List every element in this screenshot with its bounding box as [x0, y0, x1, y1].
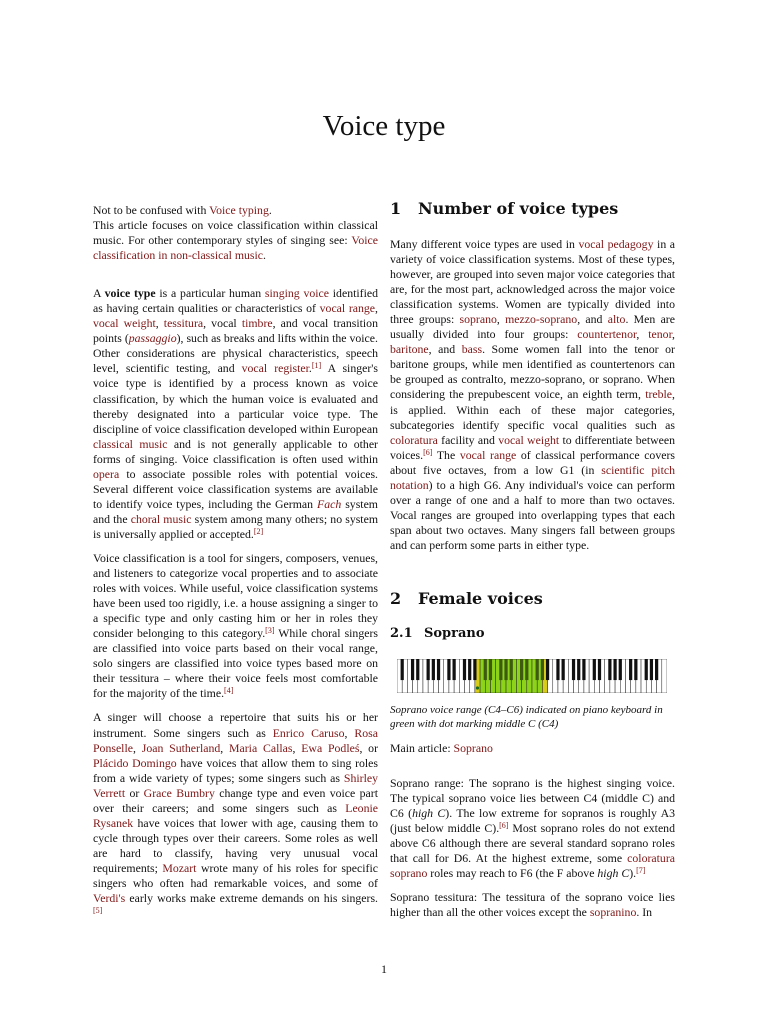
hatnote-text: This article focuses on voice classification within classical music. For other contemporary styles of singing see: [93, 218, 378, 248]
link-tessitura[interactable]: tessitura [163, 316, 204, 331]
black-key [416, 659, 419, 680]
link-vocal-weight[interactable]: vocal weight [93, 316, 156, 331]
black-key [427, 659, 430, 680]
section-heading-female-voices [390, 589, 675, 609]
link-mozart[interactable]: Mozart [162, 860, 197, 875]
link-vocal-register[interactable]: vocal register [241, 361, 309, 376]
text: have voices that lower with age, causing them to cycle through types over their careers. Some roles as well are hard to classify, having very unusual vocal requirements; [93, 815, 378, 875]
link-timbre[interactable]: timbre [241, 316, 273, 331]
black-key [484, 659, 487, 680]
black-key [613, 659, 616, 680]
link-vocal-pedagogy[interactable]: vocal pedagogy [578, 237, 654, 251]
black-key [489, 659, 492, 680]
classification-paragraph [93, 551, 378, 701]
citation-3[interactable]: [3] [265, 626, 275, 636]
right-column [390, 199, 675, 929]
section-title: Female voices [418, 588, 543, 608]
soprano-tessitura-paragraph [390, 890, 675, 920]
main-article-note [390, 741, 675, 756]
link-voice-typing[interactable]: Voice typing [209, 203, 269, 217]
black-key [598, 659, 601, 680]
black-key [536, 659, 539, 680]
text: to associate possible roles with potential voices. Several different voice classification systems are available to identify voice types, including the German [93, 466, 378, 511]
voice-types-paragraph [390, 237, 675, 553]
black-key [593, 659, 596, 680]
citation-6[interactable]: [6] [423, 447, 433, 457]
link-grace-bumbry[interactable]: Grace Bumbry [143, 785, 215, 800]
text: is a particular human [155, 286, 265, 301]
hatnote-text: Not to be confused with [93, 203, 210, 217]
text: have voices that allow them to sing roles from a wide variety of types; some singers such as [93, 755, 379, 785]
black-key [504, 659, 507, 680]
text: system and the [93, 496, 378, 526]
link-coloratura[interactable]: coloratura [390, 432, 438, 447]
text: , [375, 301, 378, 316]
black-key [655, 659, 658, 680]
text: and is not generally applicable to other forms of singing. Voice classification is often used within [93, 436, 378, 466]
text: Most soprano roles do not extend above C6 although there are several standard soprano roles that call for D6. At the highest extreme, some [390, 821, 675, 866]
black-key [447, 659, 450, 680]
text: of classical performance covers about five octaves, from a low G1 (in [390, 447, 675, 477]
link-countertenor[interactable]: countertenor [577, 327, 637, 342]
black-key [432, 659, 435, 680]
section-number: 2 [390, 588, 402, 608]
text: Many different voice types are used in [390, 237, 579, 251]
intro-paragraph [93, 286, 378, 542]
hatnote-text: . [263, 248, 266, 263]
subsection-title: Soprano [424, 625, 485, 641]
link-vocal-weight[interactable]: vocal weight [498, 432, 560, 447]
text: to differentiate between voices. [390, 432, 675, 462]
link-choral-music[interactable]: choral music [130, 511, 192, 526]
text: change type and even voice part over their careers; and some singers such as [93, 785, 378, 815]
black-key [562, 659, 565, 680]
text: system among many others; no system is universally applied or accepted. [93, 511, 378, 541]
link-treble[interactable]: treble [645, 387, 673, 402]
link-singing-voice[interactable]: singing voice [264, 286, 329, 301]
black-key [520, 659, 523, 680]
link-coloratura-soprano[interactable]: coloratura soprano [390, 851, 675, 881]
link-leonie-rysanek[interactable]: Leonie Rysanek [93, 800, 378, 830]
text: , is applied. Within each of these major categories, subcategories identify specific vocal qualities such as [390, 387, 675, 432]
repertoire-paragraph [93, 710, 378, 921]
link-joan-sutherland[interactable]: Joan Sutherland [141, 740, 221, 755]
link-placido-domingo[interactable]: Plácido Domingo [93, 755, 177, 770]
black-key [645, 659, 648, 680]
text: A singer's voice type is identified by a process known as voice classification, by which the human voice is evaluated and thereby designated into a particular voice type. The discipline of voice classification developed within European [93, 361, 379, 436]
term-high-c: high C [412, 806, 446, 821]
text: early works make extreme demands on his singers. [125, 891, 378, 906]
text: , [292, 740, 302, 755]
text: , [672, 327, 675, 342]
text: , [220, 740, 230, 755]
text: , and [428, 342, 462, 357]
link-vocal-range[interactable]: vocal range [459, 447, 517, 462]
text: . [308, 361, 312, 376]
black-key [473, 659, 476, 680]
text: Soprano range: The soprano is the highest singing voice. The typical soprano voice lies between C4 (middle C) and C6 ( [390, 776, 675, 821]
text: . Some women fall into the tenor or baritone groups, while men identified as countertenors can be grouped as contralto, mezzo-soprano, or soprano. When considering the prepubescent voice, an eighth term, [390, 342, 675, 402]
text: . Men are usually divided into four groups: [390, 312, 675, 342]
link-maria-callas[interactable]: Maria Callas [229, 740, 293, 755]
link-baritone[interactable]: baritone [390, 342, 429, 357]
page-number: 1 [381, 962, 387, 976]
piano-keyboard-range-figure [397, 659, 667, 693]
link-sopranino[interactable]: sopranino [589, 905, 637, 920]
text: , [496, 312, 506, 327]
link-fach[interactable]: Fach [317, 496, 342, 511]
link-verdi[interactable]: Verdi's [93, 891, 126, 906]
link-soprano[interactable]: soprano [459, 312, 497, 327]
black-key [468, 659, 471, 680]
text: , [155, 316, 164, 331]
text: or [125, 785, 144, 800]
black-key [608, 659, 611, 680]
link-shirley-verrett[interactable]: Shirley Verrett [93, 770, 378, 800]
text: identified as having certain qualities or characteristics of [93, 286, 378, 316]
citation-7[interactable]: [7] [636, 866, 646, 876]
citation-5[interactable]: [5] [93, 906, 103, 916]
text: ). The low extreme for sopranos is roughly A3 (just below middle C). [390, 806, 675, 836]
white-key [662, 659, 667, 693]
black-key [411, 659, 414, 680]
figure-caption: Soprano voice range (C4–C6) indicated on piano keyboard in green with dot marking middle C (C4) [390, 703, 663, 730]
text: , and vocal transition points ( [93, 316, 378, 346]
link-enrico-caruso[interactable]: Enrico Caruso [272, 725, 345, 740]
citation-1[interactable]: [1] [311, 361, 322, 371]
text: , vocal [203, 316, 242, 331]
black-key [572, 659, 575, 680]
text: ). [629, 866, 637, 881]
text: roles may reach to F6 (the F above [427, 866, 598, 881]
link-ewa-podles[interactable]: Ewa Podleś [301, 740, 360, 755]
text: , and [577, 312, 608, 327]
black-key [437, 659, 440, 680]
text: The [432, 447, 460, 462]
text: , or [359, 740, 379, 755]
citation-4[interactable]: [4] [224, 686, 234, 696]
section-heading-number-of-voice-types [390, 199, 675, 219]
link-scientific-pitch-notation[interactable]: scientific pitch notation [390, 462, 675, 492]
left-column [93, 203, 378, 930]
black-key [546, 659, 549, 680]
black-key [629, 659, 632, 680]
text: , [132, 740, 142, 755]
text: Soprano tessitura: The tessitura of the soprano voice lies higher than all the other voices except the [390, 890, 675, 920]
link-classical-music[interactable]: classical music [93, 436, 168, 451]
black-key [619, 659, 622, 680]
text: wrote many of his roles for specific singers who often had remarkable voices, and some of [93, 860, 378, 890]
black-key [582, 659, 585, 680]
black-key [541, 659, 544, 680]
black-key [499, 659, 502, 680]
link-alto[interactable]: alto [607, 312, 626, 327]
term-high-c: high C [597, 866, 630, 881]
link-mezzo-soprano[interactable]: mezzo-soprano [505, 312, 578, 327]
link-passaggio[interactable]: passaggio [128, 331, 177, 346]
section-number: 1 [390, 199, 402, 218]
page-title: Voice type [322, 110, 446, 142]
hatnote-text: . [268, 203, 272, 217]
hatnote-scope [93, 218, 378, 263]
text: Main article: [390, 740, 454, 755]
text: , [636, 327, 649, 342]
black-key [556, 659, 559, 680]
black-key [577, 659, 580, 680]
black-key [510, 659, 513, 680]
text: ), such as breaks and lifts within the voice. Other considerations are physical characteristics, speech level, scientific testing, and [93, 331, 378, 376]
black-key [650, 659, 653, 680]
black-key [525, 659, 528, 680]
text: A singer will choose a repertoire that suits his or her instrument. Some singers such as [93, 710, 378, 740]
hatnote-voice-typing [93, 203, 378, 218]
text: A [93, 286, 105, 301]
text: Voice classification is a tool for singers, composers, venues, and listeners to categorize vocal properties and to associate roles with voices. While useful, voice classification systems have been used too rigidly, i.e. a house assigning a singer to a specific type and only casting him or her in roles they consider belonging to this category. [93, 550, 378, 641]
link-tenor[interactable]: tenor [648, 327, 673, 342]
link-rosa-ponselle[interactable]: Rosa Ponselle [93, 725, 378, 755]
text: ) to a high G6. Any individual's voice can perform over a range of one and a half to more than two octaves. Vocal ranges are grouped into overlapping types that each span about two octaves. Many singers fall between groups and can perform some parts in either type. [390, 477, 675, 552]
link-bass[interactable]: bass [461, 342, 483, 357]
text: . In [636, 905, 653, 920]
subsection-number: 2.1 [390, 625, 413, 641]
text: facility and [437, 432, 499, 447]
text: in a variety of voice classification systems. Most of these types, however, are grouped into seven major voice categories that are, for the most part, acknowledged across the major voice classification systems. Women are typically divided into three groups: [390, 237, 676, 327]
black-key [453, 659, 456, 680]
section-title: Number of voice types [418, 199, 619, 218]
black-key [401, 659, 404, 680]
link-opera[interactable]: opera [93, 466, 120, 481]
black-key [463, 659, 466, 680]
link-non-classical[interactable]: Voice classification in non-classical music [93, 233, 378, 263]
citation-2[interactable]: [2] [253, 526, 264, 536]
text: While choral singers are classified into voice parts based on their vocal range, solo singers are classified into voice types based more on their tessitura – where their voice feels most comfortable for the majority of the time. [93, 626, 378, 701]
term-voice-type: voice type [104, 286, 156, 301]
middle-c-dot [476, 686, 479, 689]
soprano-range-paragraph [390, 776, 675, 881]
subsection-heading-soprano [390, 625, 675, 643]
link-main-article-soprano[interactable]: Soprano [453, 740, 493, 755]
link-vocal-range[interactable]: vocal range [319, 301, 376, 316]
black-key [634, 659, 637, 680]
text: , [344, 725, 355, 740]
citation-6[interactable]: [6] [499, 821, 509, 831]
